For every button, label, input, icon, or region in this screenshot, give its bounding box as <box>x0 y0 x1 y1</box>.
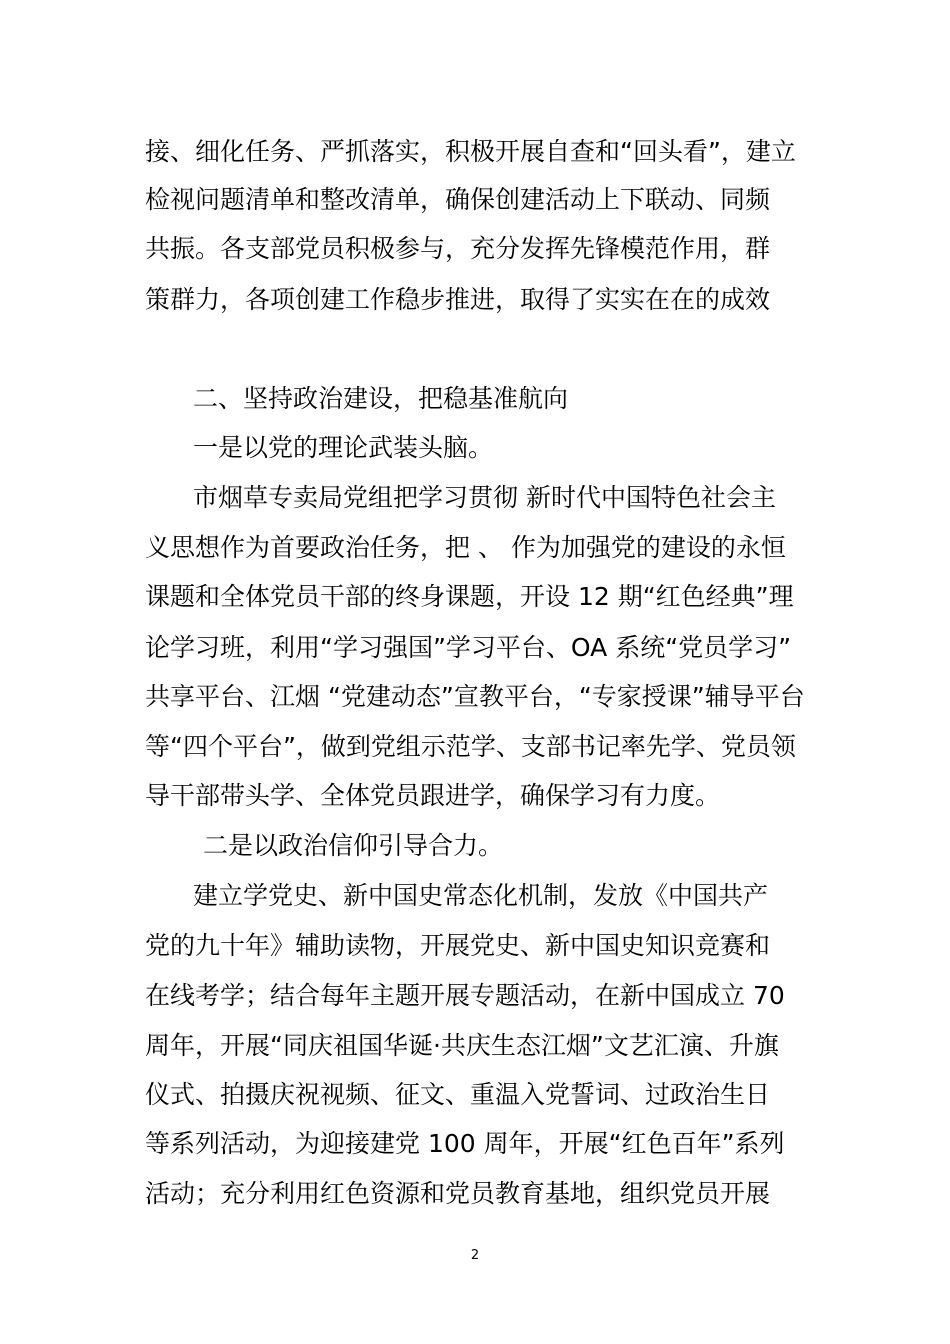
body-line: 仪式、拍摄庆祝视频、征文、重温入党誓词、过政治生日 <box>145 1080 771 1109</box>
subsection-heading: 二是以政治信仰引导合力。 <box>203 831 504 860</box>
body-line: 策群力，各项创建工作稳步推进，取得了实实在在的成效 <box>145 285 771 314</box>
section-heading: 二、坚持政治建设，把稳基准航向 <box>193 384 569 413</box>
paragraph-first-line: 市烟草专卖局党组把学习贯彻 新时代中国特色社会主 <box>193 483 776 512</box>
body-line: 等“四个平台”，做到党组示范学、支部书记率先学、党员领 <box>145 732 796 761</box>
body-line: 论学习班，利用“学习强国”学习平台、OA 系统“党员学习” <box>145 633 792 662</box>
body-line: 义思想作为首要政治任务，把 、 作为加强党的建设的永恒 <box>145 533 786 562</box>
body-line: 共振。各支部党员积极参与，充分发挥先锋模范作用，群 <box>145 234 771 263</box>
body-line: 活动；充分利用红色资源和党员教育基地，组织党员开展 <box>145 1179 771 1208</box>
paragraph-first-line: 建立学党史、新中国史常态化机制，发放《中国共产 <box>193 881 769 910</box>
page-number: 2 <box>470 1248 480 1263</box>
body-line: 课题和全体党员干部的终身课题，开设 12 期“红色经典”理 <box>145 582 794 611</box>
body-line: 周年，开展“同庆祖国华诞·共庆生态江烟”文艺汇演、升旗 <box>145 1031 779 1060</box>
body-line: 等系列活动，为迎接建党 100 周年，开展“红色百年”系列 <box>145 1129 785 1158</box>
body-line: 党的九十年》辅助读物，开展党史、新中国史知识竞赛和 <box>145 931 771 960</box>
body-line: 共享平台、江烟 “党建动态”宣教平台，“专家授课”辅导平台 <box>145 682 805 711</box>
body-line: 接、细化任务、严抓落实，积极开展自查和“回头看”，建立 <box>145 137 796 166</box>
subsection-heading: 一是以党的理论武装头脑。 <box>193 433 494 462</box>
body-line: 在线考学；结合每年主题开展专题活动，在新中国成立 70 <box>145 981 785 1010</box>
body-line: 检视问题清单和整改清单，确保创建活动上下联动、同频 <box>145 185 771 214</box>
body-line: 导干部带头学、全体党员跟进学，确保学习有力度。 <box>145 781 721 810</box>
